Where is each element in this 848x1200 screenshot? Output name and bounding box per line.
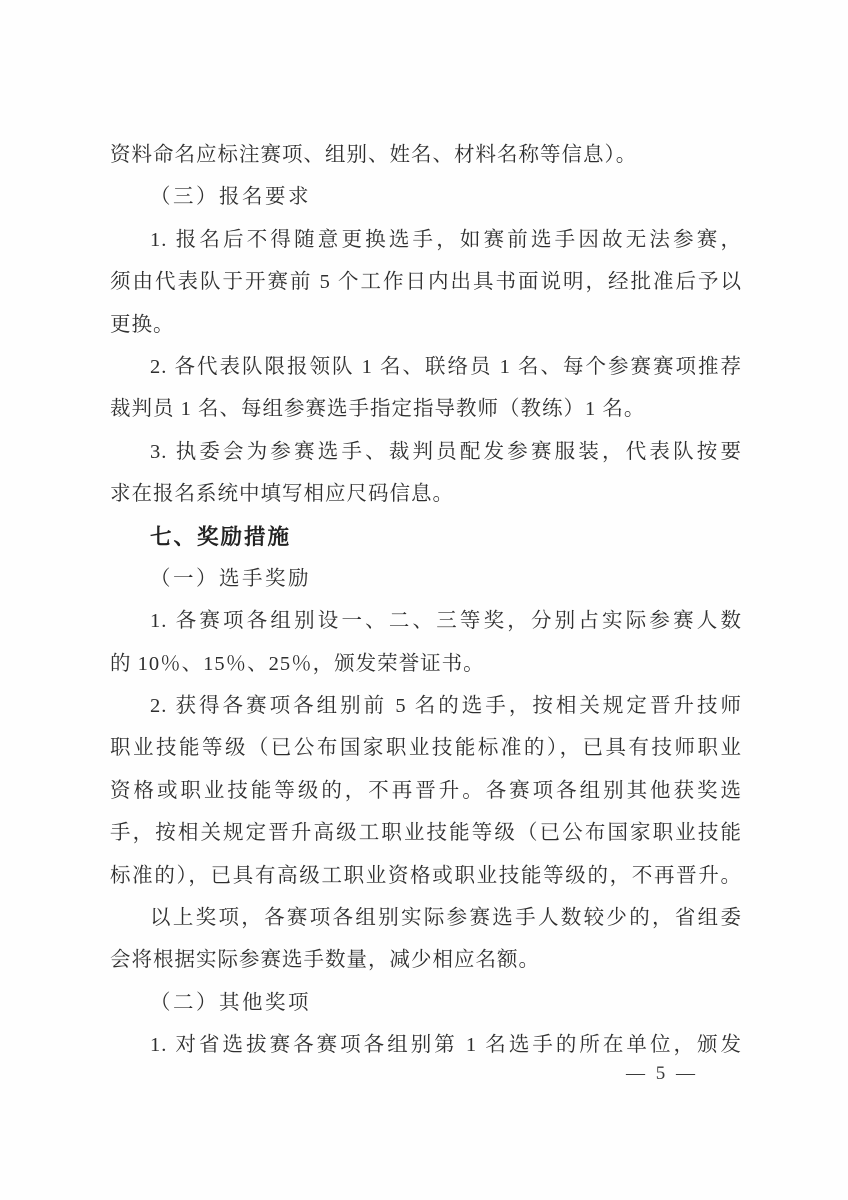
page-number: — 5 — [626, 1063, 698, 1084]
subsection-heading-registration-requirements: （三）报名要求 [150, 186, 311, 209]
section-heading-rewards: 七、奖励措施 [150, 524, 292, 549]
body-line: 2. 各代表队限报领队 1 名、联络员 1 名、每个参赛赛项推荐 [150, 355, 742, 378]
body-line: 资料命名应标注赛项、组别、姓名、材料名称等信息）。 [110, 144, 638, 166]
subsection-heading-player-rewards: （一）选手奖励 [150, 567, 311, 590]
body-line: 3. 执委会为参赛选手、裁判员配发参赛服装，代表队按要 [150, 440, 742, 463]
body-line: 求在报名系统中填写相应尺码信息。 [110, 483, 454, 506]
body-line: 以上奖项，各赛项各组别实际参赛选手人数较少的，省组委 [150, 907, 742, 930]
body-line: 须由代表队于开赛前 5 个工作日内出具书面说明，经批准后予以 [110, 271, 742, 294]
body-line: 职业技能等级（已公布国家职业技能标准的），已具有技师职业 [110, 737, 742, 760]
body-line: 手，按相关规定晋升高级工职业技能等级（已公布国家职业技能 [110, 822, 742, 845]
subsection-heading-other-awards: （二）其他奖项 [150, 991, 311, 1014]
body-line: 的 10％、15％、25％，颁发荣誉证书。 [110, 652, 485, 675]
body-line: 1. 对省选拔赛各赛项各组别第 1 名选手的所在单位，颁发 [150, 1034, 742, 1057]
body-line: 裁判员 1 名、每组参赛选手指定指导教师（教练）1 名。 [110, 398, 646, 421]
body-line: 会将根据实际参赛选手数量，减少相应名额。 [110, 949, 540, 972]
document-text-block [110, 134, 742, 1067]
body-line: 资格或职业技能等级的，不再晋升。各赛项各组别其他获奖选 [110, 779, 742, 802]
body-line: 1. 报名后不得随意更换选手，如赛前选手因故无法参赛， [150, 228, 742, 251]
body-line: 2. 获得各赛项各组别前 5 名的选手，按相关规定晋升技师 [150, 695, 742, 718]
body-line: 更换。 [110, 313, 175, 336]
body-line: 1. 各赛项各组别设一、二、三等奖，分别占实际参赛人数 [150, 610, 742, 633]
body-line: 标准的），已具有高级工职业资格或职业技能等级的，不再晋升。 [110, 864, 742, 887]
